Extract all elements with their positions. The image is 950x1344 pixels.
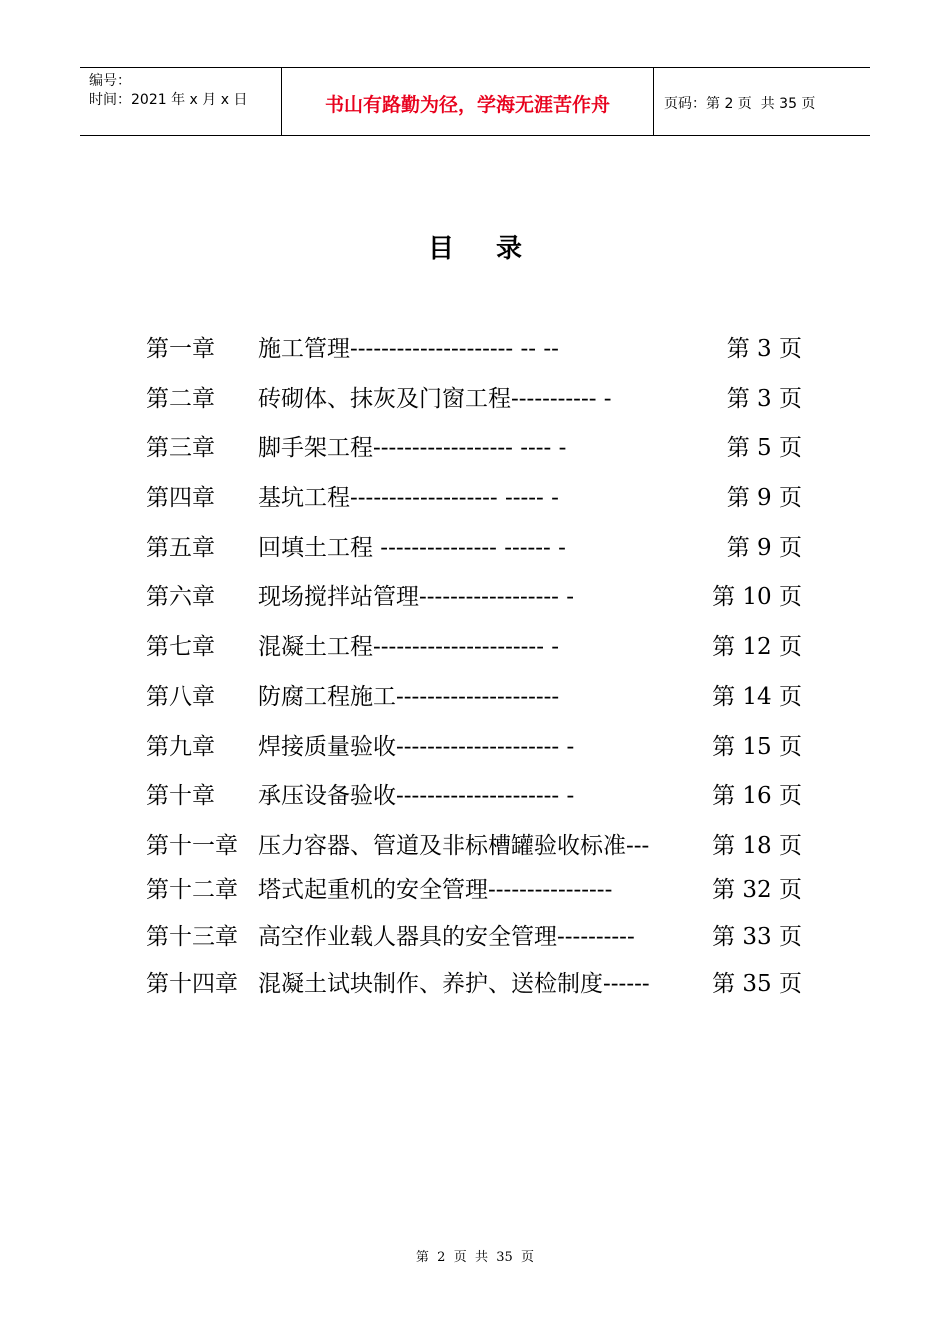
toc-page-number: 第 3 页 [726, 336, 802, 362]
toc-row [146, 871, 816, 918]
document-time: 时间：2021 年 x 月 x 日 [89, 92, 248, 108]
toc-row [146, 965, 816, 1012]
toc-chapter: 第五章 [146, 534, 215, 561]
toc-row [146, 380, 816, 430]
page-header [80, 67, 870, 136]
toc-row [146, 330, 816, 380]
toc-entry-name: 脚手架工程------------------ ---- - [258, 435, 567, 462]
motto-text: 书山有路勤为径，学海无涯苦作舟 [324, 93, 610, 116]
toc-page-number: 第 5 页 [726, 435, 802, 462]
toc-entry-name: 压力容器、管道及非标槽罐验收标准--- [258, 832, 650, 859]
toc-row [146, 479, 816, 529]
toc-page-number: 第 10 页 [712, 584, 802, 611]
page-footer: 第 2 页 共 35 页 [415, 1250, 535, 1265]
page-info-text: 页码：第 2 页 共 35 页 [664, 96, 816, 112]
toc-chapter: 第十三章 [146, 923, 238, 950]
toc-page-number: 第 14 页 [712, 683, 802, 710]
header-motto [282, 68, 654, 135]
toc-chapter: 第六章 [146, 584, 215, 611]
toc-page-number: 第 16 页 [712, 783, 802, 810]
toc-chapter: 第四章 [146, 485, 215, 512]
toc-entry-name: 现场搅拌站管理------------------ - [258, 584, 574, 611]
toc-row [146, 918, 816, 965]
toc-page-number: 第 32 页 [712, 876, 802, 903]
toc-chapter: 第一章 [146, 336, 215, 362]
toc-chapter: 第二章 [146, 385, 215, 412]
toc-entry-name: 砖砌体、抹灰及门窗工程----------- - [258, 385, 612, 412]
toc-entry-name: 回填土工程 --------------- ------ - [258, 534, 566, 561]
toc-page-number: 第 18 页 [712, 832, 802, 859]
toc-row [146, 777, 816, 827]
header-meta [80, 68, 282, 135]
toc-entry-name: 焊接质量验收--------------------- - [258, 733, 575, 760]
toc-chapter: 第七章 [146, 634, 215, 661]
document-number-label: 编号： [89, 73, 131, 89]
toc-page-number: 第 35 页 [712, 970, 802, 997]
toc-entry-name: 施工管理--------------------- -- -- [258, 336, 559, 362]
page-title: 目录 [427, 234, 564, 264]
toc-row [146, 728, 816, 778]
toc-chapter: 第十一章 [146, 832, 238, 859]
toc-entry-name: 高空作业载人器具的安全管理---------- [258, 923, 635, 950]
toc-page-number: 第 9 页 [726, 534, 802, 561]
toc-chapter: 第十四章 [146, 970, 238, 997]
toc-page-number: 第 12 页 [712, 634, 802, 661]
toc-chapter: 第三章 [146, 435, 215, 462]
toc-entry-name: 混凝土试块制作、养护、送检制度------ [258, 970, 650, 997]
toc-entry-name: 混凝土工程---------------------- - [258, 634, 560, 661]
toc-page-number: 第 33 页 [712, 923, 802, 950]
toc-row [146, 578, 816, 628]
toc-entry-name: 防腐工程施工--------------------- [258, 683, 560, 710]
toc-row [146, 529, 816, 579]
toc-row [146, 827, 816, 871]
toc-row [146, 628, 816, 678]
toc-page-number: 第 3 页 [726, 385, 802, 412]
header-page-info [654, 68, 870, 135]
toc-page-number: 第 15 页 [712, 733, 802, 760]
toc-page-number: 第 9 页 [726, 485, 802, 512]
toc-chapter: 第十章 [146, 783, 215, 810]
toc-chapter: 第九章 [146, 733, 215, 760]
toc-entry-name: 塔式起重机的安全管理---------------- [258, 876, 613, 903]
toc-entry-name: 基坑工程------------------- ----- - [258, 485, 559, 512]
toc-chapter: 第十二章 [146, 876, 238, 903]
toc-chapter: 第八章 [146, 683, 215, 710]
table-of-contents [146, 330, 816, 1012]
toc-row [146, 678, 816, 728]
toc-entry-name: 承压设备验收--------------------- - [258, 783, 575, 810]
toc-row [146, 429, 816, 479]
